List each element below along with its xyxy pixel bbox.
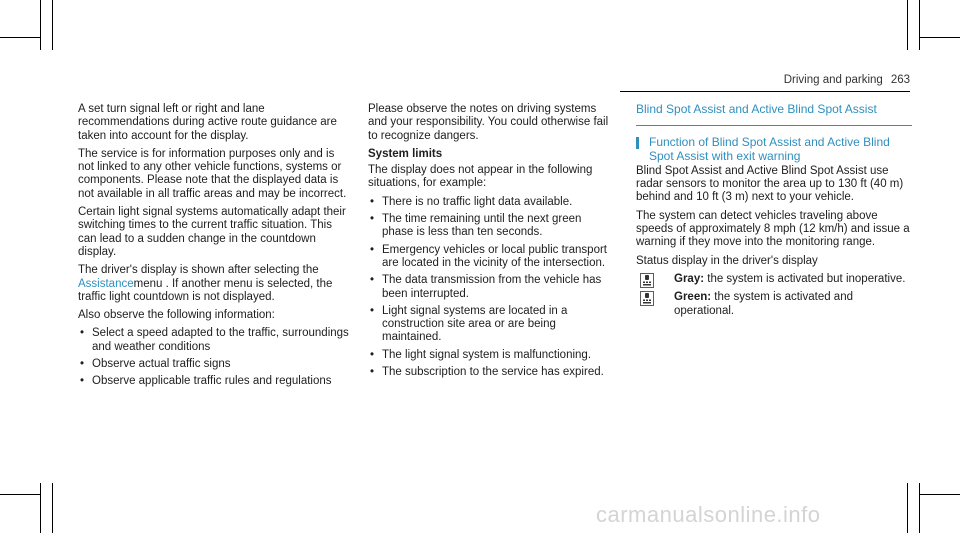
column-2	[368, 103, 613, 384]
bullet-icon: •	[80, 327, 85, 340]
list-item	[368, 349, 613, 362]
section-title: Blind Spot Assist and Active Blind Spot Assist	[636, 102, 877, 116]
status-item-gray	[636, 273, 912, 286]
page-number: 263	[890, 74, 910, 86]
paragraph: Blind Spot Assist and Active Blind Spot Assist use radar sensors to monitor the area up to 130 ft (40 m) behind and 10 ft (3 m) next to your vehicle.	[636, 164, 904, 204]
paragraph: The display does not appear in the following situations, for example:	[368, 164, 593, 190]
bullet-icon: •	[80, 358, 85, 371]
watermark: carmanualsonline.info	[596, 502, 821, 527]
section-name: Driving and parking	[783, 74, 883, 86]
paragraph-text: menu . If another menu is selected, the traffic light countdown is not displayed.	[78, 277, 333, 303]
status-label: Green:	[674, 291, 712, 304]
paragraph: Please observe the notes on driving systems and your responsibility. You could otherwise fail to recognize dangers.	[368, 103, 609, 142]
header-rule	[620, 91, 910, 92]
list-item-text: The data transmission from the vehicle has been interrupted.	[382, 274, 602, 300]
list-item-text: Observe applicable traffic rules and regulations	[92, 375, 332, 388]
crop-mark	[52, 0, 53, 50]
list-item-text: There is no traffic light data available.	[382, 195, 573, 208]
section-rule	[636, 125, 912, 126]
bullet-icon: •	[370, 243, 375, 256]
bullet-list	[78, 327, 350, 388]
blind-spot-icon	[640, 291, 654, 306]
paragraph	[78, 264, 350, 304]
list-item-text: Light signal systems are located in a construction site area or are being maintained.	[382, 304, 568, 344]
crop-mark	[920, 37, 960, 38]
blind-spot-icon	[640, 273, 654, 288]
paragraph: Status display in the driver's display	[636, 254, 818, 267]
crop-mark	[919, 483, 920, 533]
crop-mark	[907, 0, 908, 50]
list-item	[368, 196, 613, 209]
paragraph: Certain light signal systems automatically adapt their switching times to the current traffic situation. This can lead to a sudden change in the countdown display.	[78, 206, 346, 258]
list-item	[368, 244, 613, 271]
bullet-icon: •	[370, 274, 375, 287]
paragraph: A set turn signal left or right and lane recommendations during active route guidance are taken into account for the display.	[78, 103, 337, 142]
bullet-list	[368, 196, 613, 380]
subsection-title	[636, 136, 912, 163]
bullet-icon: •	[370, 304, 375, 317]
crop-mark	[907, 483, 908, 533]
assistance-menu-link[interactable]: Assistance	[78, 277, 134, 290]
column-3	[636, 103, 912, 323]
crop-mark	[40, 483, 41, 533]
status-text: the system is activated and operational.	[674, 291, 853, 317]
column-1	[78, 103, 350, 394]
list-item	[78, 375, 350, 388]
status-text: the system is activated but inoperative.	[707, 272, 906, 285]
crop-mark	[0, 494, 40, 495]
paragraph: Also observe the following information:	[78, 309, 275, 322]
list-item-text: Select a speed adapted to the traffic, surroundings and weather conditions	[92, 327, 349, 353]
list-item-text: Emergency vehicles or local public transport are located in the vicinity of the intersection.	[382, 243, 607, 269]
bullet-icon: •	[370, 348, 375, 361]
list-item-text: The time remaining until the next green phase is less than ten seconds.	[382, 213, 582, 239]
paragraph: The system can detect vehicles traveling above speeds of approximately 8 mph (12 km/h) and issue a warning if they move into the monitoring range.	[636, 209, 910, 249]
crop-mark	[0, 37, 40, 38]
status-label: Gray:	[674, 272, 705, 285]
bullet-icon: •	[370, 195, 375, 208]
bullet-icon: •	[370, 213, 375, 226]
list-item	[368, 305, 613, 345]
page-header	[760, 74, 910, 86]
heading-system-limits: System limits	[368, 147, 443, 160]
list-item	[368, 274, 613, 301]
list-item	[368, 213, 613, 240]
list-item	[78, 358, 350, 371]
paragraph-text: The driver's display is shown after selecting the	[78, 264, 319, 277]
list-item-text: The light signal system is malfunctioning.	[382, 348, 592, 361]
status-item-green	[636, 291, 912, 318]
bullet-icon: •	[80, 375, 85, 388]
paragraph: The service is for information purposes only and is not linked to any other vehicle functions, systems or components. Please note that the displayed data is not available in all traffic areas and may be incorrect.	[78, 147, 347, 200]
list-item-text: The subscription to the service has expired.	[382, 366, 604, 379]
crop-mark	[52, 483, 53, 533]
subsection-marker	[636, 137, 639, 149]
subsection-title-text: Function of Blind Spot Assist and Active Blind Spot Assist with exit warning	[649, 135, 890, 163]
crop-mark	[919, 0, 920, 50]
list-item	[368, 366, 613, 379]
bullet-icon: •	[370, 366, 375, 379]
crop-mark	[40, 0, 41, 50]
crop-mark	[920, 494, 960, 495]
list-item	[78, 327, 350, 354]
list-item-text: Observe actual traffic signs	[92, 358, 231, 371]
